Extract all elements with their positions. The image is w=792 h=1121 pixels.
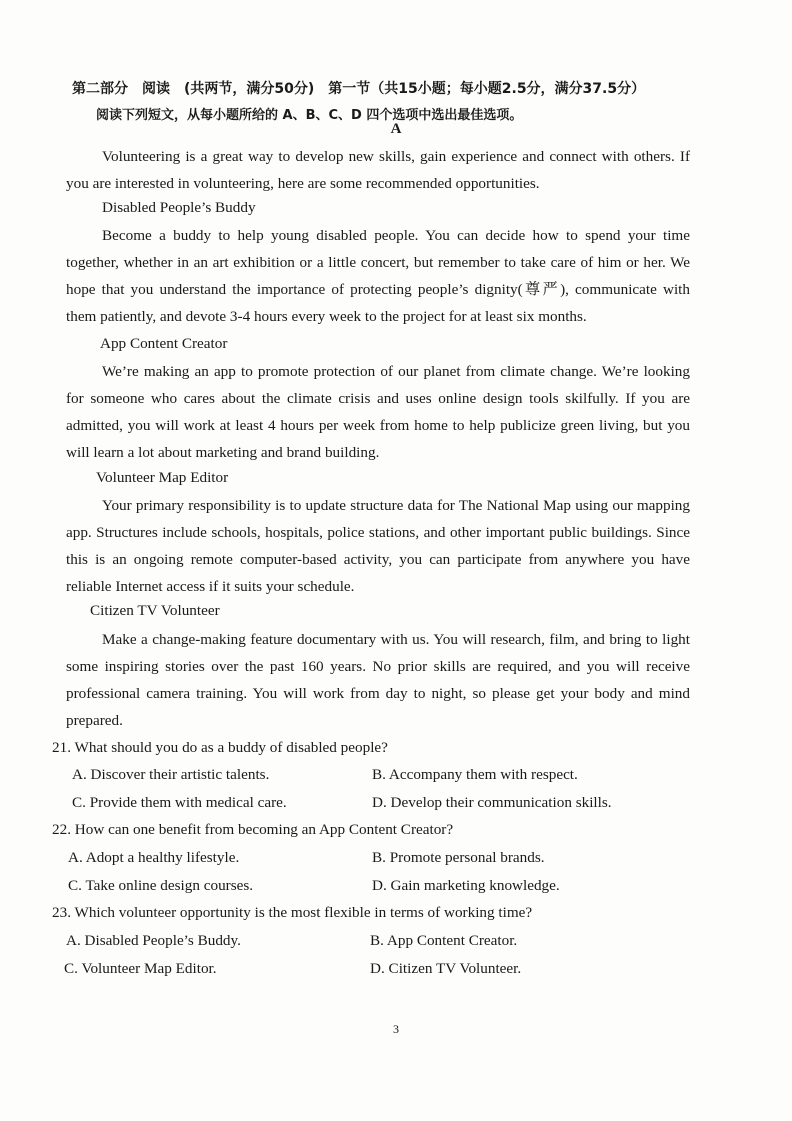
q23-option-b: B. App Content Creator.: [370, 932, 518, 949]
section-instruction: 阅读下列短文，从每小题所给的 A、B、C、D 四个选项中选出最佳选项。: [96, 108, 523, 123]
q21-option-a: A. Discover their artistic talents.: [72, 766, 270, 783]
opportunity-text-map: Your primary responsibility is to update structure data for The National Map using our mapping app. Structures include schools, hospitals, police stations, and other important public buildings. Since this is an ongoing remote computer-based activity, you can participate from anywhere you have reliable Internet access if it suits your schedule.: [66, 497, 690, 595]
passage-label: A: [390, 121, 402, 137]
question-23: 23. Which volunteer opportunity is the most flexible in terms of working time?: [52, 904, 533, 921]
opportunity-title-buddy: Disabled People’s Buddy: [102, 199, 256, 216]
q22-option-d: D. Gain marketing knowledge.: [372, 877, 560, 894]
question-22: 22. How can one benefit from becoming an App Content Creator?: [52, 821, 454, 838]
opportunity-title-tv: Citizen TV Volunteer: [90, 602, 220, 619]
q22-option-b: B. Promote personal brands.: [372, 849, 545, 866]
opportunity-text-tv: Make a change-making feature documentary with us. You will research, film, and bring to light some inspiring stories over the past 160 years. No prior skills are required, and you will receive professional camera training. You will work from day to night, so please get your body and mind prepared.: [66, 631, 690, 729]
section-header: 第二部分 阅读 (共两节，满分50分) 第一节（共15小题；每小题2.5分，满分37.5分）: [72, 81, 646, 97]
q23-option-c: C. Volunteer Map Editor.: [64, 960, 217, 977]
q21-option-b: B. Accompany them with respect.: [372, 766, 578, 783]
q23-option-d: D. Citizen TV Volunteer.: [370, 960, 522, 977]
q22-option-a: A. Adopt a healthy lifestyle.: [68, 849, 240, 866]
opportunity-title-map: Volunteer Map Editor: [96, 469, 229, 486]
opportunity-text-app: We’re making an app to promote protection of our planet from climate change. We’re looking for someone who cares about the climate crisis and uses online design tools skilfully. If you are admitted, you will work at least 4 hours per week from home to help publicize green living, but you will learn a lot about marketing and brand building.: [66, 363, 690, 461]
q21-option-c: C. Provide them with medical care.: [72, 794, 287, 811]
page-number: 3: [393, 1022, 399, 1036]
opportunity-text-buddy: Become a buddy to help young disabled people. You can decide how to spend your time together, whether in an art exhibition or a little concert, but remember to take care of him or her. We hope that you understand the importance of protecting people’s dignity(尊严), communicate with them patiently, and devote 3-4 hours every week to the project for at least six months.: [66, 227, 690, 325]
passage-intro: Volunteering is a great way to develop new skills, gain experience and connect with others. If you are interested in volunteering, here are some recommended opportunities.: [66, 148, 690, 192]
q21-option-d: D. Develop their communication skills.: [372, 794, 612, 811]
q23-option-a: A. Disabled People’s Buddy.: [66, 932, 241, 949]
q22-option-c: C. Take online design courses.: [68, 877, 254, 894]
question-21: 21. What should you do as a buddy of disabled people?: [52, 739, 388, 756]
opportunity-title-app: App Content Creator: [100, 335, 228, 352]
